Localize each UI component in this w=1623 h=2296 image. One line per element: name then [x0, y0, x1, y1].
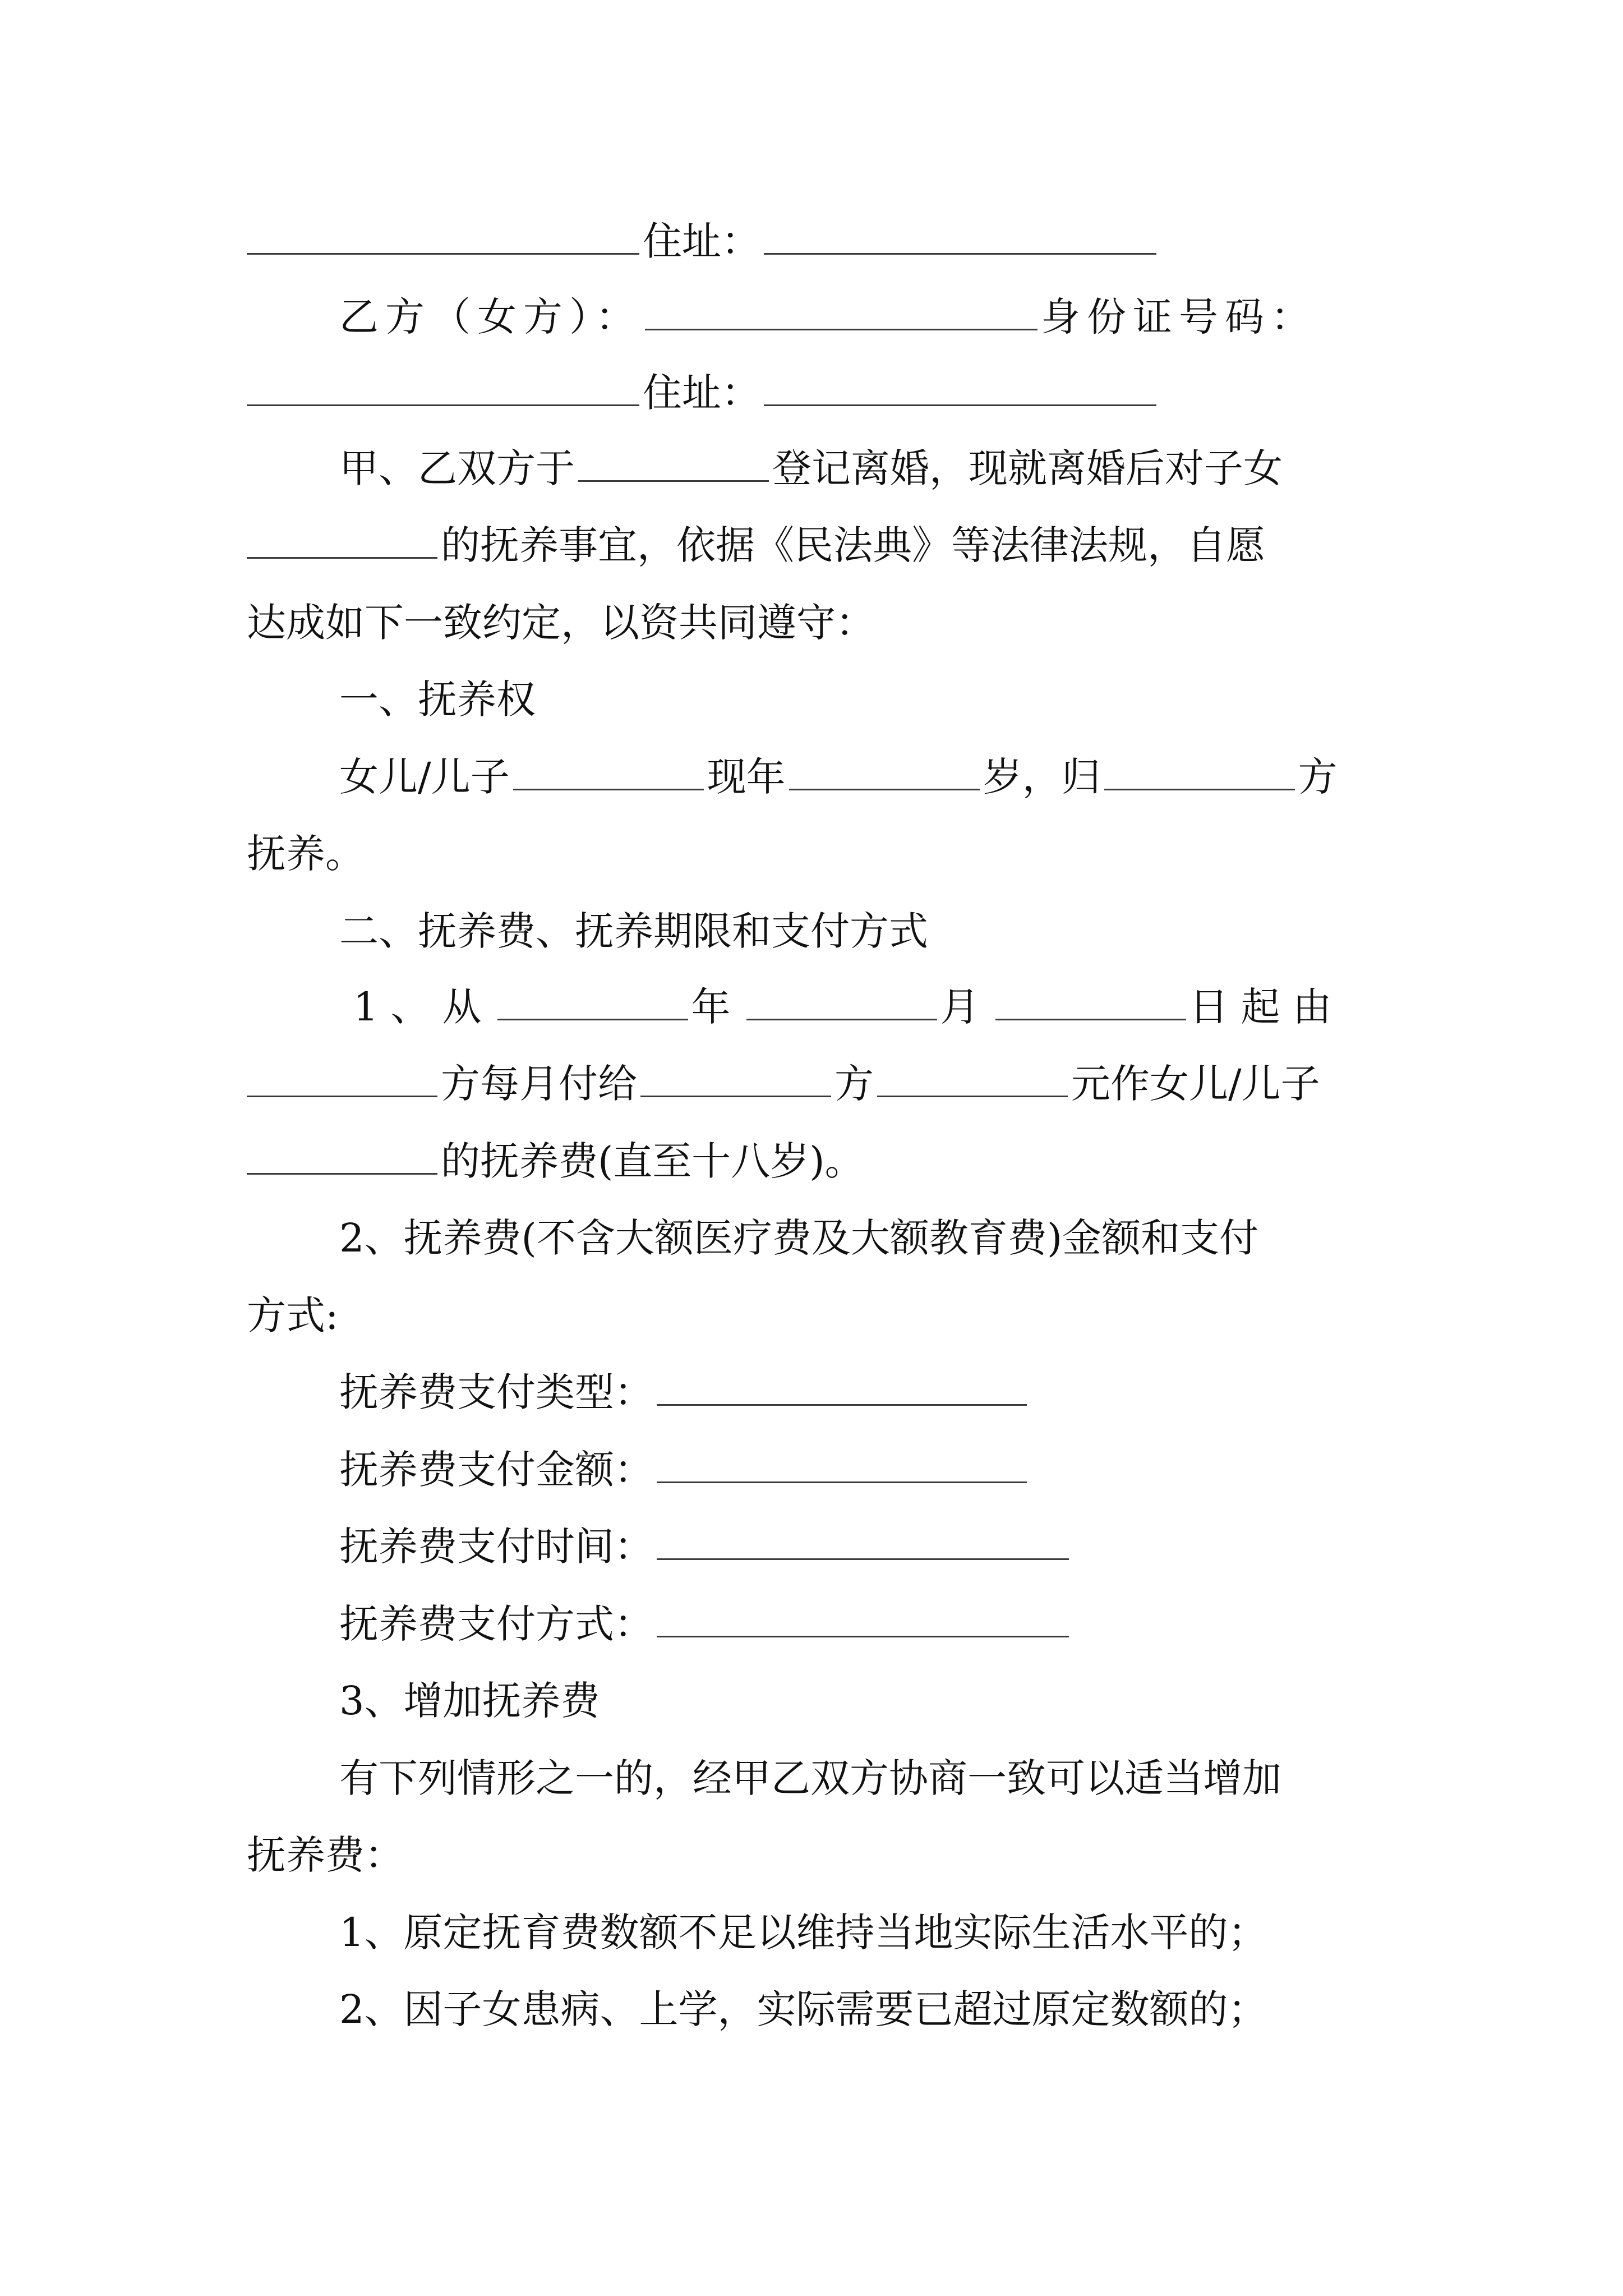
intro-line-1	[339, 440, 1283, 496]
party-b-address-line	[247, 365, 1160, 421]
month-blank[interactable]	[746, 979, 937, 1020]
condition-1: 1、原定抚育费数额不足以维持当地实际生活水平的；	[339, 1910, 1267, 1955]
intro-text-b: 登记离婚，现就离婚后对子女	[772, 445, 1283, 491]
payment-method-field	[339, 1596, 1072, 1652]
year-text: 年	[691, 984, 743, 1030]
payment-time-label: 抚养费支付时间：	[339, 1524, 653, 1570]
custody-text-1: 女儿/儿子	[339, 754, 510, 800]
day-blank[interactable]	[995, 979, 1186, 1020]
payment-type-blank[interactable]	[657, 1365, 1027, 1406]
section-1-title: 一、抚养权	[339, 677, 536, 723]
section-2-title: 二、抚养费、抚养期限和支付方式	[339, 908, 928, 954]
condition-2: 2、因子女患病、上学，实际需要已超过原定数额的；	[339, 1986, 1267, 2032]
party-a-address-blank[interactable]	[764, 214, 1156, 255]
child-name-blank-2[interactable]	[247, 1134, 437, 1175]
intro-line-2	[247, 517, 1265, 573]
child-name-blank[interactable]	[247, 518, 437, 559]
custody-text-3: 岁，归	[983, 754, 1101, 800]
party-b-line	[339, 289, 1317, 345]
item-2-line-2: 方式:	[247, 1292, 339, 1338]
payment-until-line	[247, 1133, 864, 1189]
custody-line	[339, 749, 1338, 805]
payment-amount-label: 抚养费支付金额：	[339, 1447, 653, 1493]
item-2-line-1: 2、抚养费(不含大额医疗费及大额教育费)金额和支付	[339, 1215, 1259, 1261]
yuan-text: 元作女儿/儿子	[1071, 1061, 1320, 1107]
intro-line-3	[247, 595, 875, 651]
from-text: 1、从	[353, 984, 494, 1030]
item-3-line-1: 有下列情形之一的，经甲乙双方协商一致可以适当增加	[339, 1755, 1281, 1801]
custody-text-2: 现年	[707, 754, 786, 800]
intro-text-d: 达成如下一致约定，以资共同遵守：	[247, 600, 875, 646]
payee-blank[interactable]	[640, 1056, 831, 1097]
age-blank[interactable]	[789, 749, 980, 790]
party-a-id-blank[interactable]	[247, 214, 639, 255]
payment-time-blank[interactable]	[657, 1519, 1069, 1560]
amount-blank[interactable]	[877, 1056, 1068, 1097]
child-blank[interactable]	[513, 749, 704, 790]
year-blank[interactable]	[497, 979, 688, 1020]
payment-start-line	[353, 979, 1344, 1035]
day-text: 日起由	[1189, 984, 1344, 1030]
payment-type-label: 抚养费支付类型：	[339, 1369, 653, 1415]
pays-text: 方每月付给	[441, 1061, 637, 1107]
divorce-date-blank[interactable]	[578, 441, 769, 482]
payment-type-field	[339, 1364, 1030, 1420]
item-3-line-2: 抚养费：	[247, 1832, 404, 1878]
custody-line-2: 抚养。	[247, 831, 365, 877]
id-number-label: 身份证号码：	[1041, 294, 1317, 340]
custody-text-4: 方	[1298, 754, 1338, 800]
payment-method-label: 抚养费支付方式：	[339, 1601, 653, 1647]
custodian-blank[interactable]	[1104, 749, 1295, 790]
payment-method-blank[interactable]	[657, 1596, 1069, 1637]
party-b-label: 乙方（女方）：	[339, 294, 642, 340]
party-b-id-blank[interactable]	[247, 365, 639, 406]
party-a-address-line	[247, 213, 1160, 269]
party-b-name-blank[interactable]	[645, 289, 1038, 330]
payment-amount-blank[interactable]	[657, 1442, 1027, 1483]
payment-amount-field	[339, 1442, 1030, 1498]
payment-time-field	[339, 1519, 1072, 1575]
item-3-title: 3、增加抚养费	[339, 1678, 600, 1724]
party-b-address-blank[interactable]	[764, 365, 1156, 406]
until-text: 的抚养费(直至十八岁)。	[441, 1138, 864, 1184]
address-label: 住址：	[643, 218, 760, 264]
address-label-2: 住址：	[643, 370, 760, 416]
fang-text: 方	[834, 1061, 874, 1107]
payer-blank[interactable]	[247, 1056, 437, 1097]
intro-text-c: 的抚养事宜，依据《民法典》等法律法规，自愿	[441, 522, 1265, 568]
payment-parties-line	[247, 1056, 1320, 1112]
intro-text-a: 甲、乙双方于	[339, 445, 575, 491]
month-text: 月	[940, 984, 992, 1030]
